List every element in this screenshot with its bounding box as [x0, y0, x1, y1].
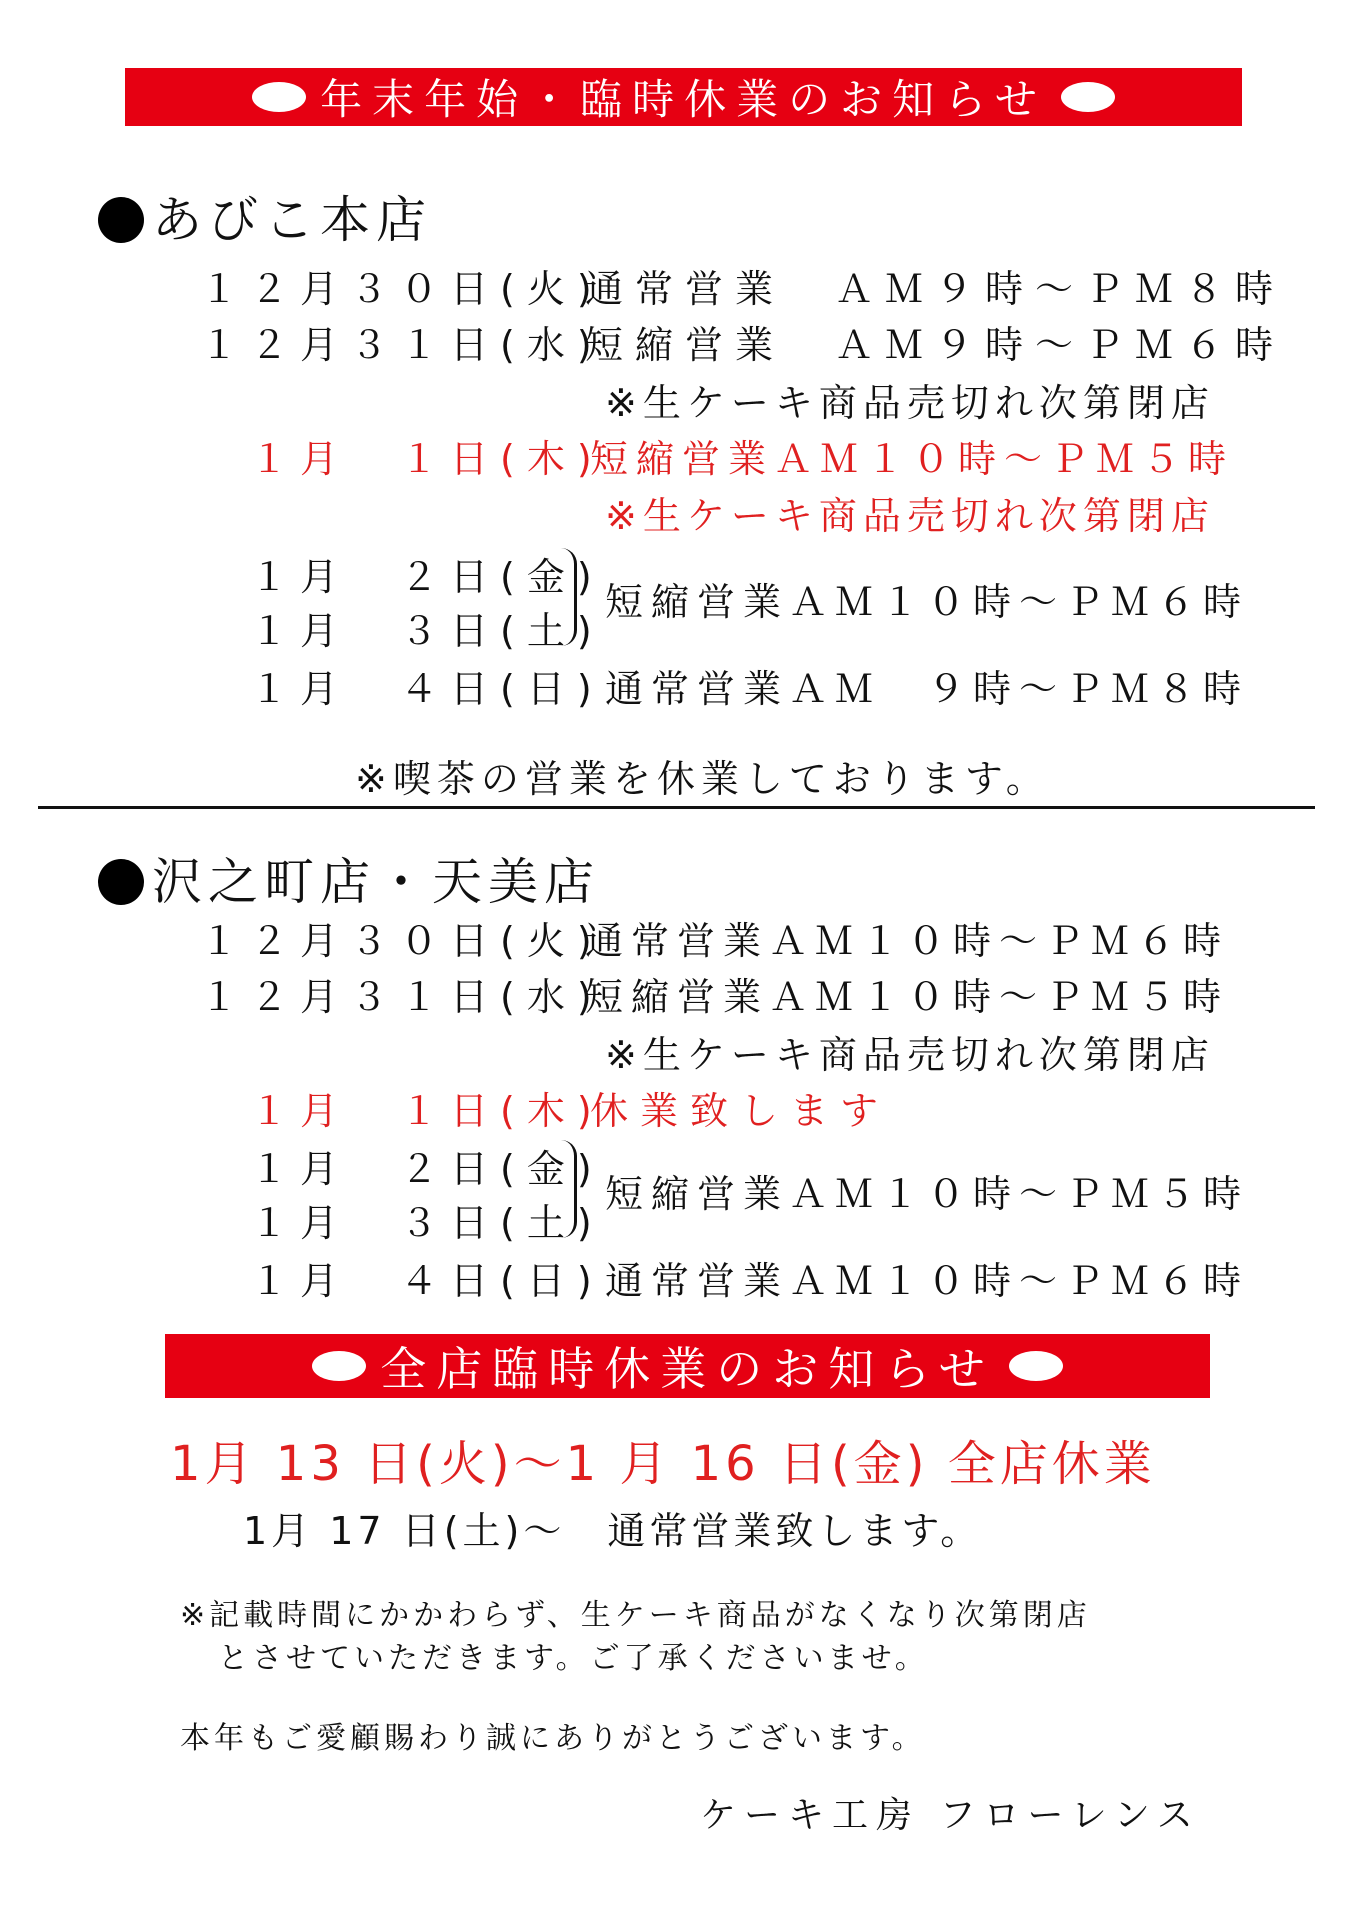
store2-row3-text: 休業致します — [590, 1089, 891, 1133]
bullet-icon — [98, 197, 144, 243]
store1-cafe-note: ※喫茶の営業を休業しております。 — [355, 757, 1050, 801]
store1-row5-date: １月 ３日(土) — [250, 609, 604, 653]
section-divider — [38, 806, 1315, 809]
store1-row3-text: 短縮営業ＡＭ１０時～ＰＭ５時 — [590, 437, 1235, 481]
title-banner — [125, 68, 1242, 126]
store1-note1: ※生ケーキ商品売切れ次第閉店 — [605, 381, 1215, 425]
store1-heading — [98, 180, 432, 252]
bullet-icon — [98, 859, 144, 905]
closure-dates: 1月 13 日(火)～1 月 16 日(金) 全店休業 — [170, 1436, 1156, 1492]
store2-row5-date: １月 ３日(土) — [250, 1201, 604, 1245]
store1-row45-text: 短縮営業ＡＭ１０時～ＰＭ６時 — [605, 580, 1250, 624]
store2-heading — [98, 842, 600, 914]
store1-name: あびこ本店 — [152, 191, 432, 249]
store2-row2-date: １２月３１日(水) — [200, 975, 604, 1019]
store2-row6-text: 通常営業ＡＭ１０時～ＰＭ６時 — [605, 1259, 1250, 1303]
store2-row6-date: １月 ４日(日) — [250, 1259, 604, 1303]
store1-row1-date: １２月３０日(火) — [200, 267, 604, 311]
closure-banner — [165, 1334, 1210, 1398]
store1-row1-text: 通常営業 ＡＭ９時～ＰＭ８時 — [585, 267, 1286, 311]
banner-dot-left — [312, 1351, 366, 1381]
resume-text: 1月 17 日(土)～ 通常営業致します。 — [243, 1509, 983, 1553]
store2-brace — [558, 1140, 577, 1238]
store1-row2-text: 短縮営業 ＡＭ９時～ＰＭ６時 — [585, 323, 1286, 367]
store2-row3-date: １月 １日(木) — [250, 1089, 604, 1133]
title-banner-text: 年末年始・臨時休業のお知らせ — [320, 75, 1047, 124]
store1-row2-date: １２月３１日(水) — [200, 323, 604, 367]
store2-row45-text: 短縮営業ＡＭ１０時～ＰＭ５時 — [605, 1172, 1250, 1216]
footnote-line2: とさせていただきます。ご了承くださいませ。 — [218, 1641, 929, 1676]
banner-dot-left — [252, 82, 306, 112]
store1-row6-date: １月 ４日(日) — [250, 667, 604, 711]
footnote-line1: ※記載時間にかかわらず、生ケーキ商品がなくなり次第閉店 — [180, 1598, 1091, 1633]
banner-dot-right — [1061, 82, 1115, 112]
signature: ケーキ工房 フローレンス — [700, 1795, 1201, 1836]
store1-row6-text: 通常営業ＡＭ ９時～ＰＭ８時 — [605, 667, 1250, 711]
closure-banner-text: 全店臨時休業のお知らせ — [380, 1342, 995, 1396]
store2-row1-text: 通常営業ＡＭ１０時～ＰＭ６時 — [585, 919, 1230, 963]
store2-note1: ※生ケーキ商品売切れ次第閉店 — [605, 1033, 1215, 1077]
banner-dot-right — [1009, 1351, 1063, 1381]
store2-row1-date: １２月３０日(火) — [200, 919, 604, 963]
store1-row3-date: １月 １日(木) — [250, 437, 604, 481]
store2-row2-text: 短縮営業ＡＭ１０時～ＰＭ５時 — [585, 975, 1230, 1019]
store2-row4-date: １月 ２日(金) — [250, 1147, 604, 1191]
store2-name: 沢之町店・天美店 — [152, 853, 600, 911]
store1-brace — [558, 548, 577, 646]
store1-note2: ※生ケーキ商品売切れ次第閉店 — [605, 494, 1215, 538]
store1-row4-date: １月 ２日(金) — [250, 555, 604, 599]
thanks-text: 本年もご愛顧賜わり誠にありがとうございます。 — [180, 1721, 926, 1756]
